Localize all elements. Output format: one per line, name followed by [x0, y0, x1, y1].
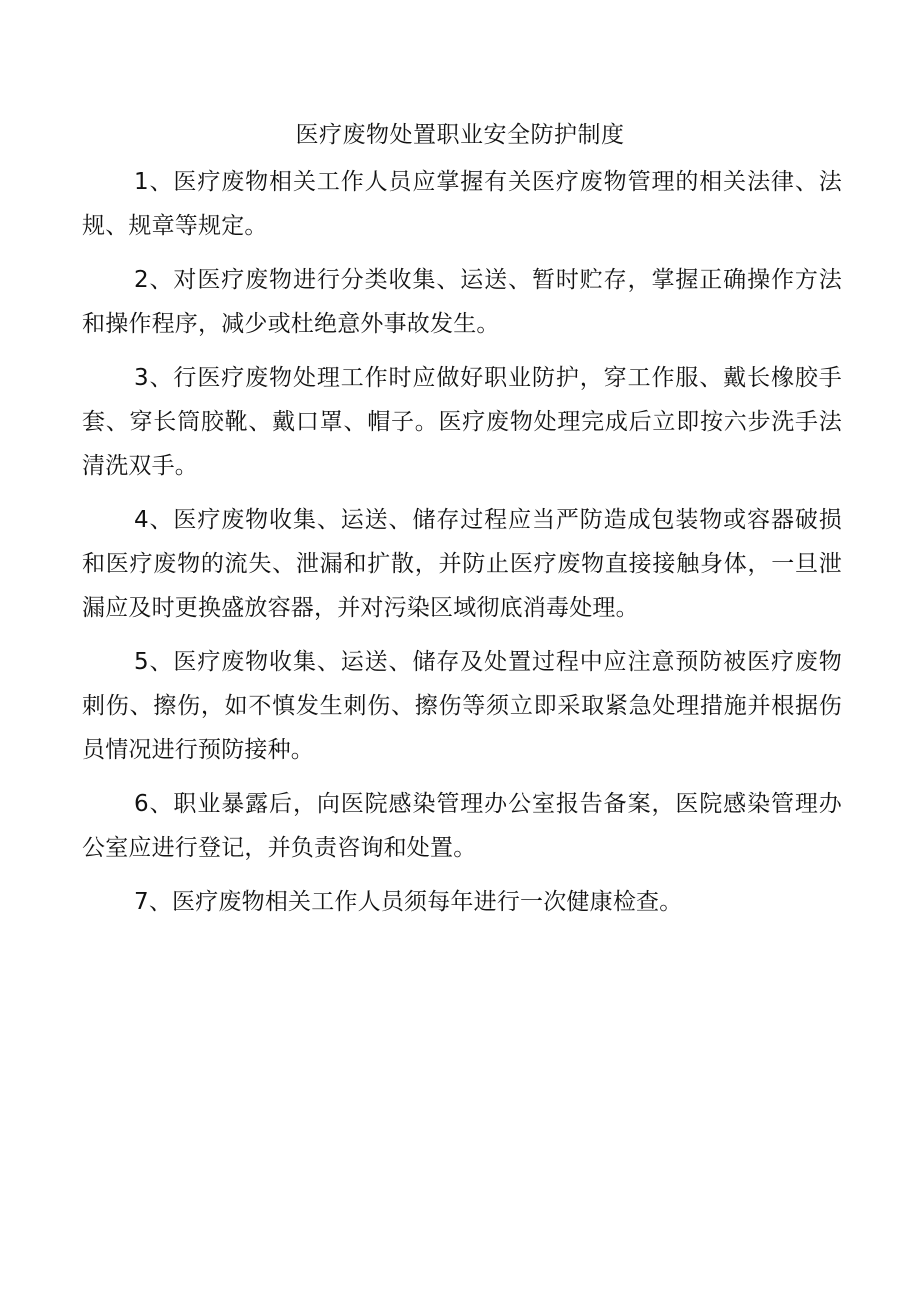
paragraph-5: 5、医疗废物收集、运送、储存及处置过程中应注意预防被医疗废物刺伤、擦伤，如不慎发生刺伤、擦伤等须立即采取紧急处理措施并根据伤员情况进行预防接种。: [82, 649, 842, 763]
paragraph-2: 2、对医疗废物进行分类收集、运送、暂时贮存，掌握正确操作方法和操作程序，减少或杜绝意外事故发生。: [82, 267, 842, 337]
document-body: [82, 160, 842, 934]
paragraph-6: 6、职业暴露后，向医院感染管理办公室报告备案，医院感染管理办公室应进行登记，并负责咨询和处置。: [82, 791, 842, 861]
paragraph-1: 1、医疗废物相关工作人员应掌握有关医疗废物管理的相关法律、法规、规章等规定。: [82, 169, 842, 239]
document-title: 医疗废物处置职业安全防护制度: [295, 122, 625, 148]
paragraph-7: 7、医疗废物相关工作人员须每年进行一次健康检查。: [134, 889, 683, 915]
paragraph-4: 4、医疗废物收集、运送、储存过程应当严防造成包装物或容器破损和医疗废物的流失、泄漏和扩散，并防止医疗废物直接接触身体，一旦泄漏应及时更换盛放容器，并对污染区域彻底消毒处理。: [82, 507, 842, 621]
paragraph-3: 3、行医疗废物处理工作时应做好职业防护，穿工作服、戴长橡胶手套、穿长筒胶靴、戴口罩、帽子。医疗废物处理完成后立即按六步洗手法清洗双手。: [82, 365, 842, 479]
